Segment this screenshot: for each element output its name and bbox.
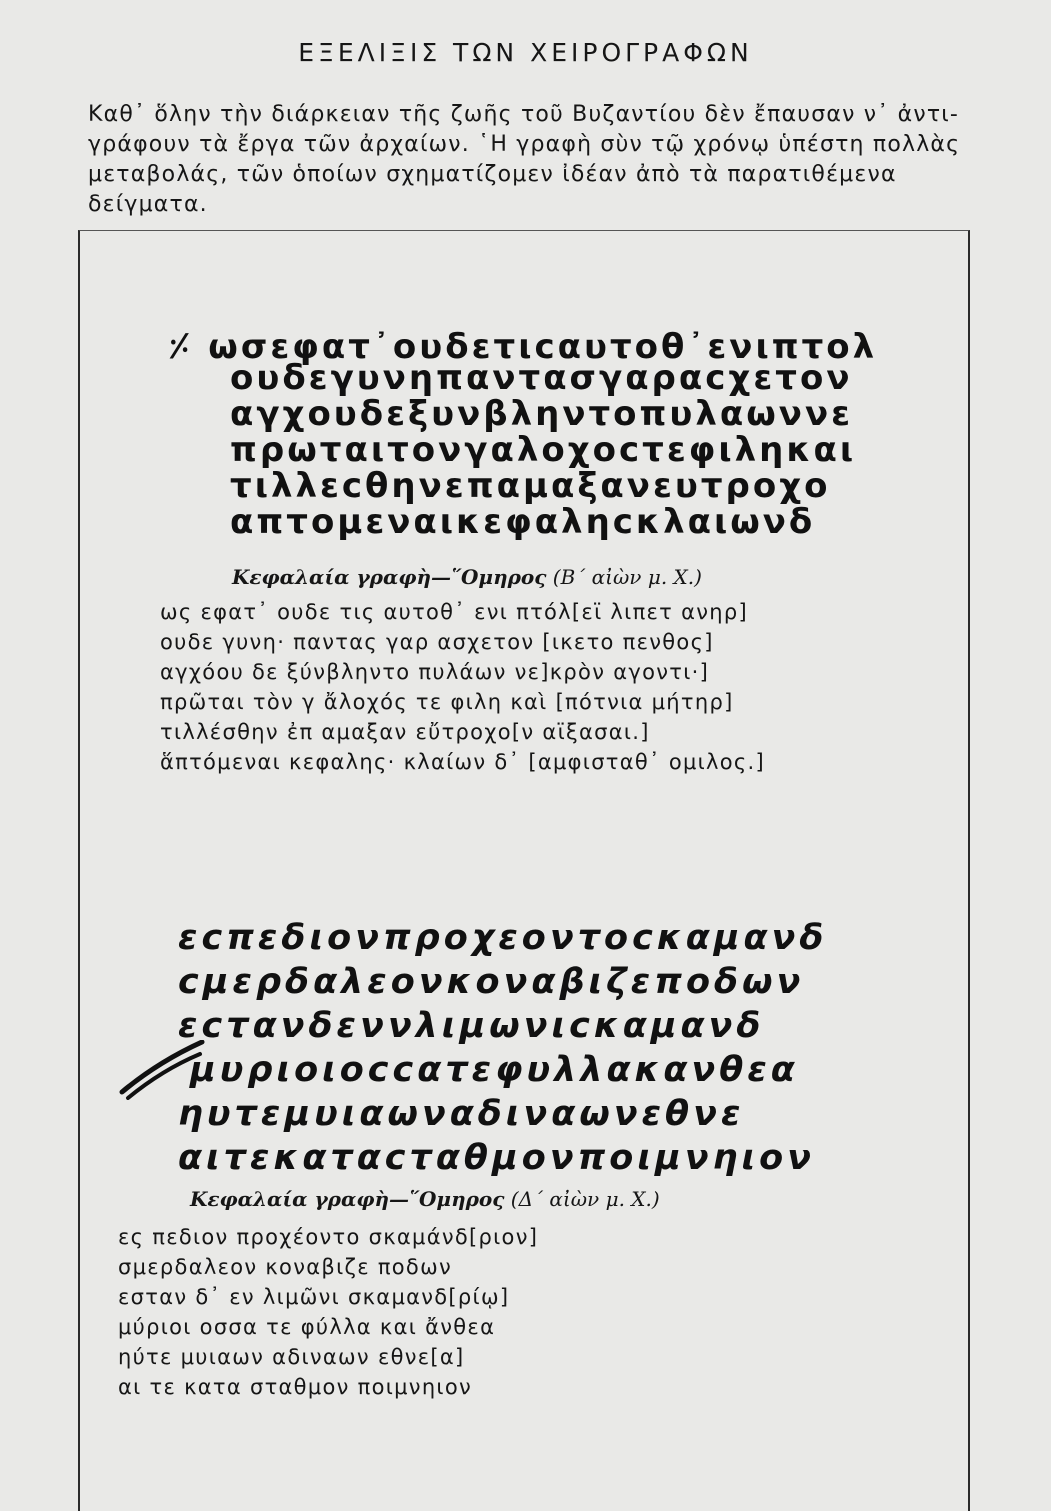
manuscript-line: μυριοιοccατεφυλλακανθεα (190, 1050, 799, 1090)
manuscript-line: αγχουδεξυνβληντοπυλαωννε (230, 394, 854, 434)
caption-date: (Β΄ αἰὼν μ. Χ.) (546, 565, 702, 589)
transcription-line: εσταν δ᾽ εν λιμῶνι σκαμανδ[ρίῳ] (118, 1285, 510, 1309)
manuscript-line: εcτανδεννλιμωνιcκαμανδ (178, 1006, 765, 1046)
transcription-line: μύριοι οσσα τε φύλλα και ἄνθεα (118, 1315, 496, 1339)
pen-flourish (118, 1040, 208, 1100)
manuscript-line: ουδεγυνηπαντασγαραcχετον (230, 358, 853, 398)
manuscript-line: εcπεδιονπροχεοντοcκαμανδ (178, 918, 828, 958)
transcription-line: ες πεδιον προχέοντο σκαμάνδ[ριον] (118, 1225, 539, 1249)
caption-sample-2 (190, 1187, 660, 1211)
intro-line: μεταβολάς, τῶν ὁποίων σχηματίζομεν ἰδέαν ἀπὸ τὰ παρατιθέμενα (88, 162, 897, 187)
caption-title: Κεφαλαία γραφὴ—῞Ομηρος (190, 1187, 505, 1211)
transcription-line: αι τε κατα σταθμον ποιμνηιον (118, 1375, 473, 1399)
transcription-line: ηύτε μυιαων αδιναων εθνε[α] (118, 1345, 465, 1369)
transcription-sample-1 (160, 597, 765, 777)
manuscript-line: cμερδαλεονκοναβιζεποδων (178, 962, 805, 1002)
intro-line: Καθ᾽ ὅλην τὴν διάρκειαν τῆς ζωῆς τοῦ Βυζαντίου δὲν ἔπαυσαν ν᾽ ἀντι- (88, 102, 960, 127)
transcription-line: τιλλέσθην ἐπ αμαξαν εὔτροχο[ν αϊξασαι.] (160, 720, 650, 744)
intro-paragraph (88, 100, 988, 220)
caption-title: Κεφαλαία γραφὴ—῞Ομηρος (232, 565, 547, 589)
manuscript-line: αιτεκαταcταθμονποιμνηιον (178, 1138, 816, 1178)
manuscript-line: τιλλεcθηνεπαμαξανευτροχο (230, 466, 831, 506)
manuscript-line: απτομεναικεφαληcκλαιωνδ (230, 502, 816, 542)
transcription-line: ως εφατ᾽ ουδε τις αυτοθ᾽ ενι πτόλ[εϊ λιπετ ανηρ] (160, 600, 748, 624)
page-header: ΕΞΕΛΙΞΙΣ ΤΩΝ ΧΕΙΡΟΓΡΑΦΩΝ (298, 38, 753, 67)
transcription-line: ουδε γυνη· παντας γαρ ασχετον [ικετο πενθος] (160, 630, 714, 654)
transcription-line: πρῶται τὸν γ ἄλοχός τε φιλη καὶ [πότνια μήτηρ] (160, 690, 734, 714)
caption-date: (Δ΄ αἰὼν μ. Χ.) (504, 1187, 660, 1211)
manuscript-line: ηυτεμυιαωναδιναωνεθνε (178, 1094, 745, 1134)
caption-sample-1 (232, 565, 702, 589)
manuscript-line: πρωταιτονγαλοχοcτεφιληκαι (230, 430, 857, 470)
manuscript-line: ⸓ ωσεφατ᾽ουδετιcαυτοθ᾽ενιπτολ (168, 327, 878, 367)
transcription-line: αγχόου δε ξύνβληντο πυλάων νε]κρὸν αγοντι·] (160, 660, 710, 684)
intro-line: γράφουν τὰ ἔργα τῶν ἀρχαίων. ῾Η γραφὴ σὺν τῷ χρόνῳ ὑπέστη πολλὰς (88, 132, 961, 157)
intro-line: δείγματα. (88, 192, 208, 217)
transcription-sample-2 (118, 1222, 538, 1402)
transcription-line: ἅπτόμεναι κεφαλης· κλαίων δ᾽ [αμφισταθ᾽ ομιλος.] (160, 750, 766, 774)
transcription-line: σμερδαλεον κοναβιζε ποδων (118, 1255, 452, 1279)
